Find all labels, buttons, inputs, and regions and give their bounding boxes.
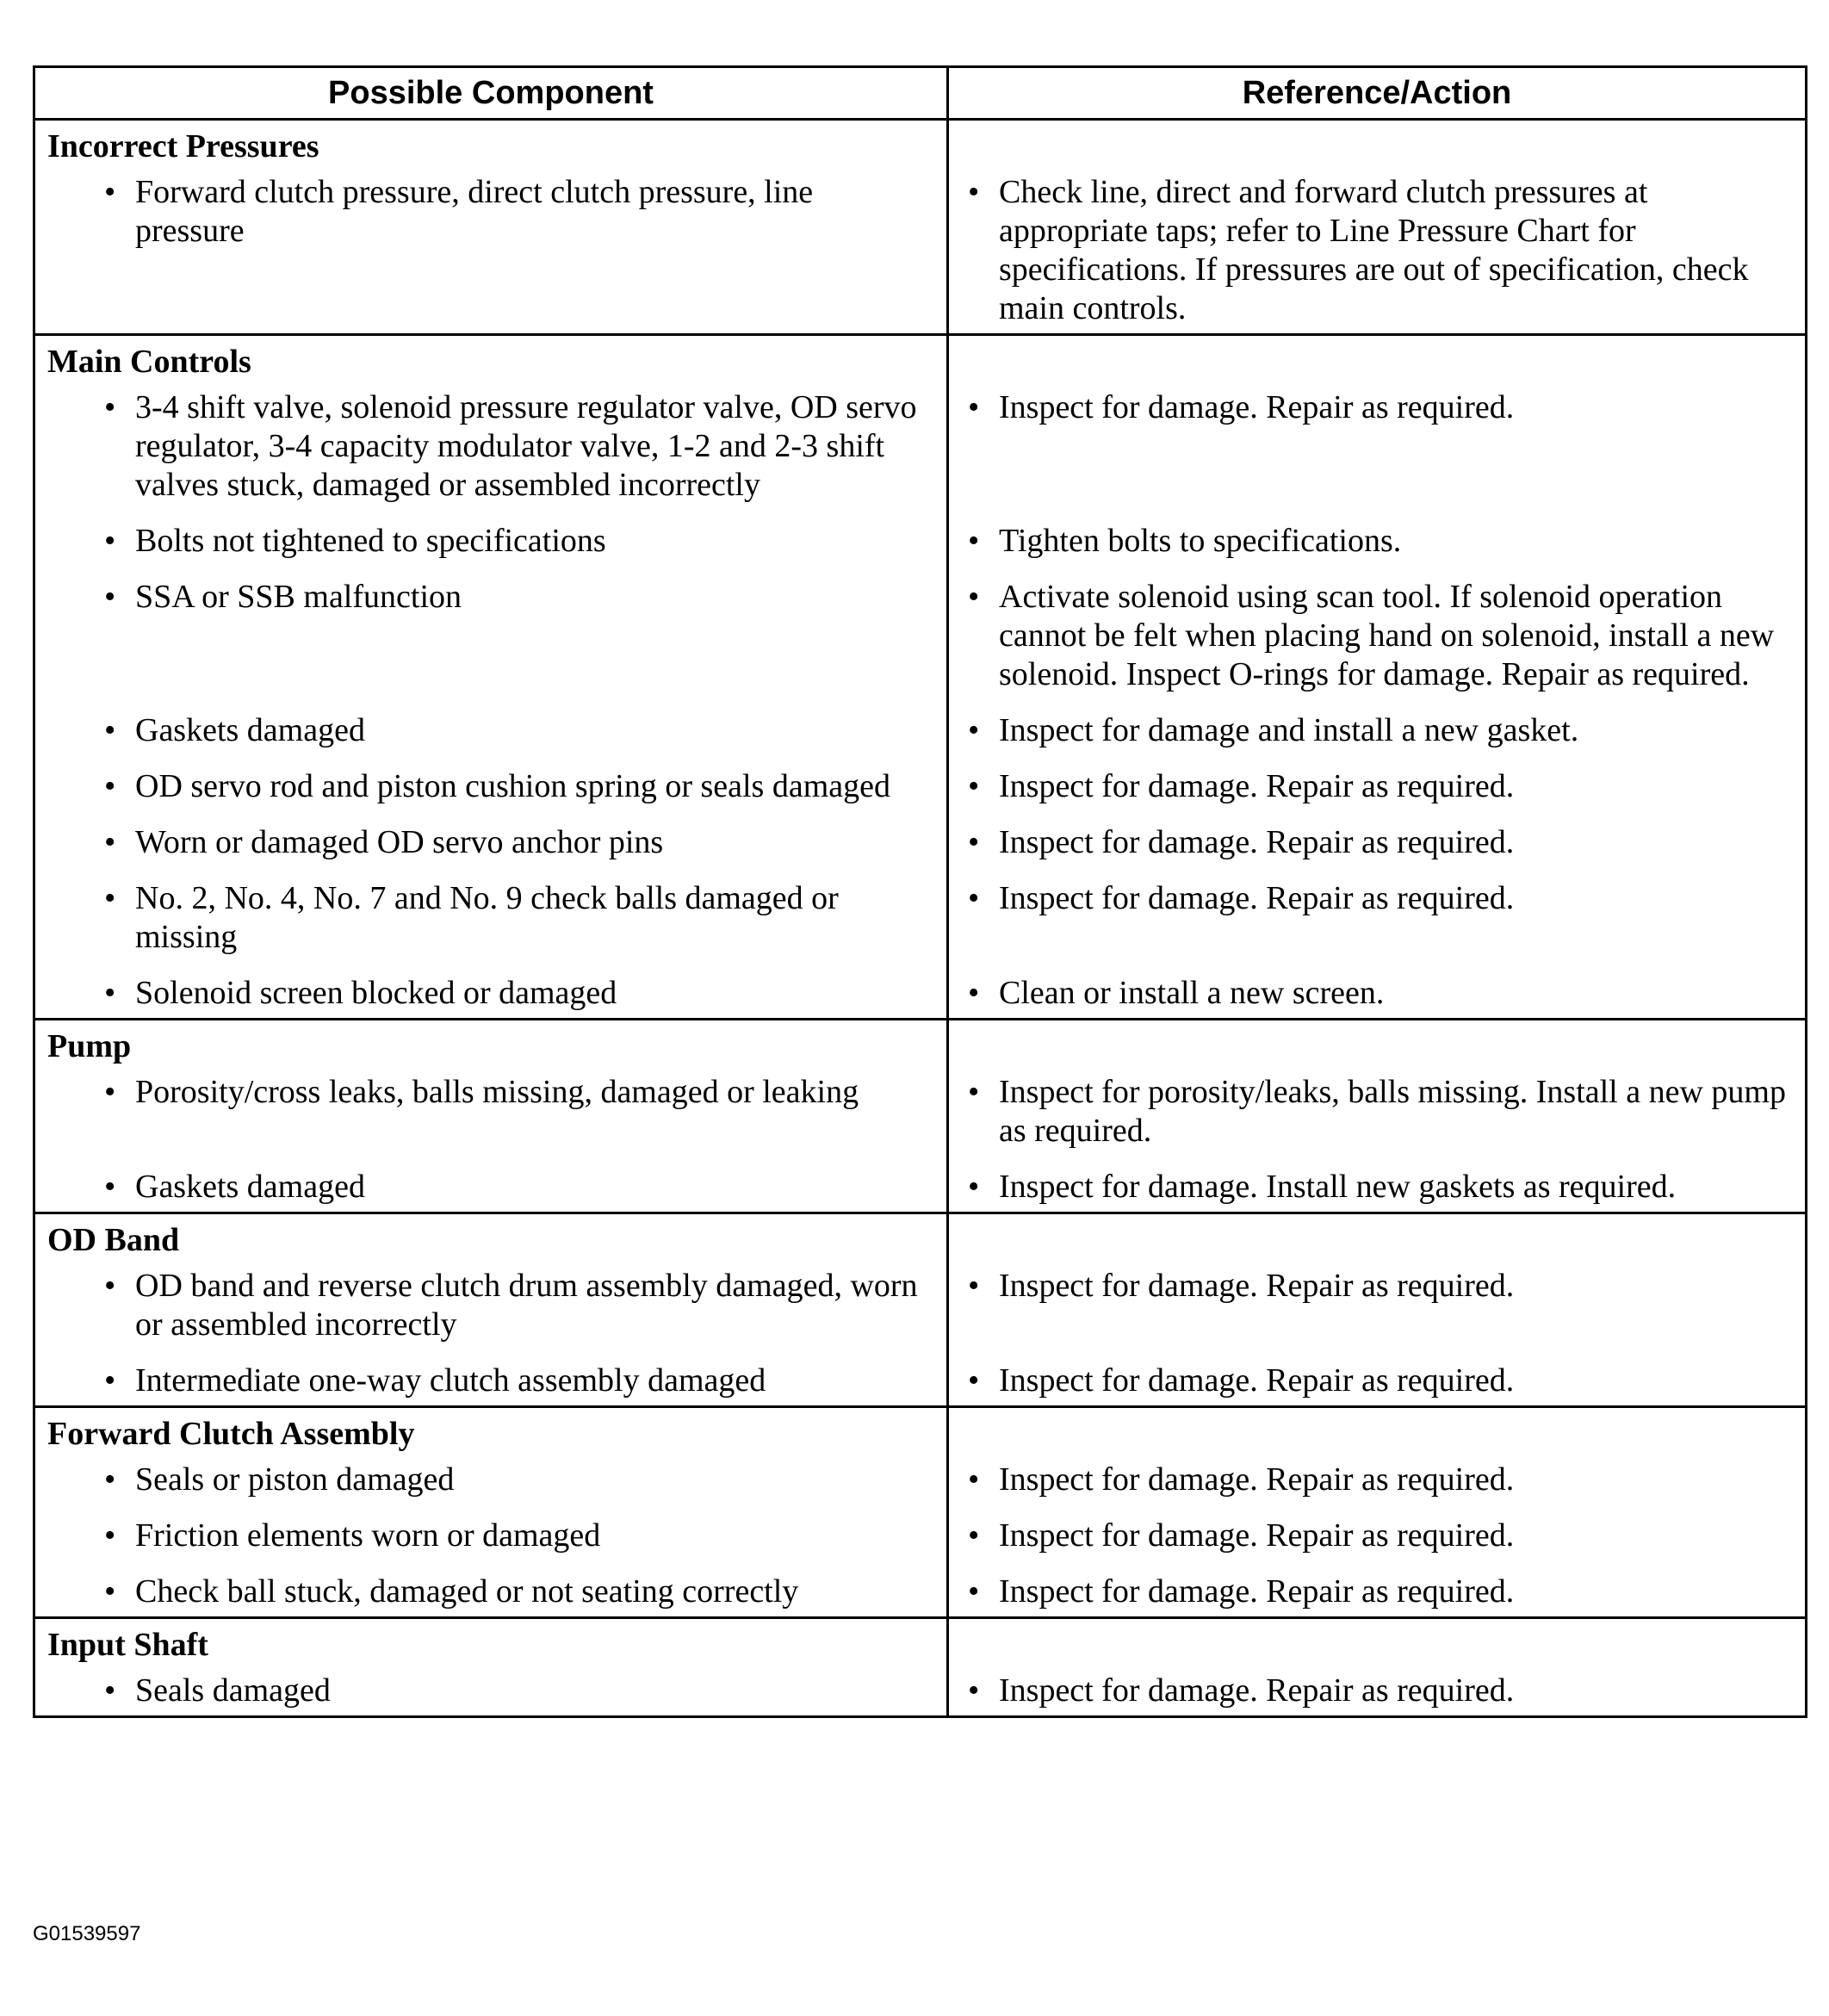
action-text: • Check line, direct and forward clutch pressures at appropriate taps; refer to Line Pressure Chart for specifications. If pressures are out of specification, check main controls.: [949, 173, 1805, 333]
section-row: [34, 120, 1807, 174]
component-text: • OD servo rod and piston cushion spring or seals damaged: [35, 767, 946, 823]
component-cell: [34, 767, 948, 823]
action-text: • Inspect for damage. Repair as required.: [949, 767, 1805, 823]
action-cell: [948, 711, 1807, 767]
action-cell: [948, 173, 1807, 335]
component-cell: [34, 1073, 948, 1168]
section-title-blank: [948, 1213, 1807, 1268]
component-text: • Seals or piston damaged: [35, 1461, 946, 1517]
component-cell: [34, 1572, 948, 1618]
header-possible-component: Possible Component: [34, 67, 948, 120]
action-cell: [948, 1073, 1807, 1168]
component-text: • Bolts not tightened to specifications: [35, 522, 946, 578]
action-text: • Inspect for damage. Repair as required.: [949, 1517, 1805, 1572]
section-row: [34, 1618, 1807, 1672]
section-title-blank: [948, 1407, 1807, 1461]
component-text: • 3-4 shift valve, solenoid pressure regulator valve, OD servo regulator, 3-4 capacity modulator valve, 1-2 and 2-3 shift valves stuck, damaged or assembled incorrectly: [35, 388, 946, 522]
component-cell: [34, 711, 948, 767]
component-cell: [34, 1461, 948, 1517]
table-row: [34, 767, 1807, 823]
section-title: Input Shaft: [34, 1618, 948, 1672]
action-text: • Tighten bolts to specifications.: [949, 522, 1805, 578]
component-cell: [34, 522, 948, 578]
component-text: • SSA or SSB malfunction: [35, 578, 946, 634]
action-cell: [948, 522, 1807, 578]
action-cell: [948, 1362, 1807, 1407]
component-text: • OD band and reverse clutch drum assembly damaged, worn or assembled incorrectly: [35, 1267, 946, 1362]
component-text: • Seals damaged: [35, 1672, 946, 1715]
action-cell: [948, 1267, 1807, 1362]
section-title: Main Controls: [34, 335, 948, 389]
section-title-blank: [948, 1020, 1807, 1074]
table-row: [34, 1572, 1807, 1618]
table-row: [34, 1672, 1807, 1717]
component-text: • No. 2, No. 4, No. 7 and No. 9 check balls damaged or missing: [35, 879, 946, 974]
component-cell: [34, 173, 948, 335]
table-row: [34, 173, 1807, 335]
component-cell: [34, 879, 948, 974]
action-cell: [948, 974, 1807, 1020]
component-text: • Friction elements worn or damaged: [35, 1517, 946, 1572]
section-title: Pump: [34, 1020, 948, 1074]
table-row: [34, 711, 1807, 767]
component-cell: [34, 823, 948, 879]
table-row: [34, 1517, 1807, 1572]
action-cell: [948, 578, 1807, 711]
action-text: • Inspect for damage and install a new gasket.: [949, 711, 1805, 767]
component-text: • Solenoid screen blocked or damaged: [35, 974, 946, 1018]
action-text: • Inspect for damage. Repair as required.: [949, 1572, 1805, 1616]
section-title-blank: [948, 335, 1807, 389]
component-text: • Worn or damaged OD servo anchor pins: [35, 823, 946, 879]
table-row: [34, 974, 1807, 1020]
action-text: • Inspect for damage. Install new gaskets as required.: [949, 1168, 1805, 1212]
action-text: • Activate solenoid using scan tool. If solenoid operation cannot be felt when placing hand on solenoid, install a new solenoid. Inspect O-rings for damage. Repair as required.: [949, 578, 1805, 711]
component-cell: [34, 1672, 948, 1717]
action-text: • Clean or install a new screen.: [949, 974, 1805, 1018]
table-row: [34, 388, 1807, 522]
component-text: • Gaskets damaged: [35, 711, 946, 767]
action-cell: [948, 388, 1807, 522]
action-cell: [948, 767, 1807, 823]
section-title-blank: [948, 120, 1807, 174]
component-text: • Intermediate one-way clutch assembly damaged: [35, 1362, 946, 1405]
action-text: • Inspect for damage. Repair as required.: [949, 879, 1805, 935]
action-text: • Inspect for damage. Repair as required.: [949, 1672, 1805, 1715]
action-text: • Inspect for damage. Repair as required.: [949, 1461, 1805, 1517]
table-row: [34, 1461, 1807, 1517]
action-text: • Inspect for porosity/leaks, balls missing. Install a new pump as required.: [949, 1073, 1805, 1168]
action-cell: [948, 1572, 1807, 1618]
component-cell: [34, 578, 948, 711]
section-row: [34, 335, 1807, 389]
diagnosis-table-container: [33, 65, 1805, 1718]
component-cell: [34, 1362, 948, 1407]
action-text: • Inspect for damage. Repair as required.: [949, 1267, 1805, 1323]
table-row: [34, 823, 1807, 879]
section-title: Forward Clutch Assembly: [34, 1407, 948, 1461]
component-text: • Gaskets damaged: [35, 1168, 946, 1212]
action-cell: [948, 879, 1807, 974]
action-cell: [948, 1517, 1807, 1572]
table-row: [34, 522, 1807, 578]
table-row: [34, 879, 1807, 974]
action-text: • Inspect for damage. Repair as required.: [949, 1362, 1805, 1405]
component-cell: [34, 974, 948, 1020]
header-reference-action: Reference/Action: [948, 67, 1807, 120]
table-body: [34, 120, 1807, 1717]
table-row: [34, 1168, 1807, 1213]
diagnosis-table: [33, 65, 1807, 1718]
component-cell: [34, 388, 948, 522]
section-title-blank: [948, 1618, 1807, 1672]
component-text: • Porosity/cross leaks, balls missing, damaged or leaking: [35, 1073, 946, 1129]
figure-id: G01539597: [33, 1922, 141, 1945]
action-cell: [948, 1168, 1807, 1213]
action-cell: [948, 1461, 1807, 1517]
action-cell: [948, 1672, 1807, 1717]
section-row: [34, 1213, 1807, 1268]
component-cell: [34, 1168, 948, 1213]
component-text: • Check ball stuck, damaged or not seating correctly: [35, 1572, 946, 1616]
action-cell: [948, 823, 1807, 879]
action-text: • Inspect for damage. Repair as required.: [949, 388, 1805, 444]
table-row: [34, 1267, 1807, 1362]
section-row: [34, 1020, 1807, 1074]
section-title: Incorrect Pressures: [34, 120, 948, 174]
component-cell: [34, 1267, 948, 1362]
table-row: [34, 578, 1807, 711]
component-text: • Forward clutch pressure, direct clutch pressure, line pressure: [35, 173, 946, 256]
table-row: [34, 1073, 1807, 1168]
section-title: OD Band: [34, 1213, 948, 1268]
section-row: [34, 1407, 1807, 1461]
header-row: [34, 67, 1807, 120]
action-text: • Inspect for damage. Repair as required.: [949, 823, 1805, 879]
table-row: [34, 1362, 1807, 1407]
component-cell: [34, 1517, 948, 1572]
